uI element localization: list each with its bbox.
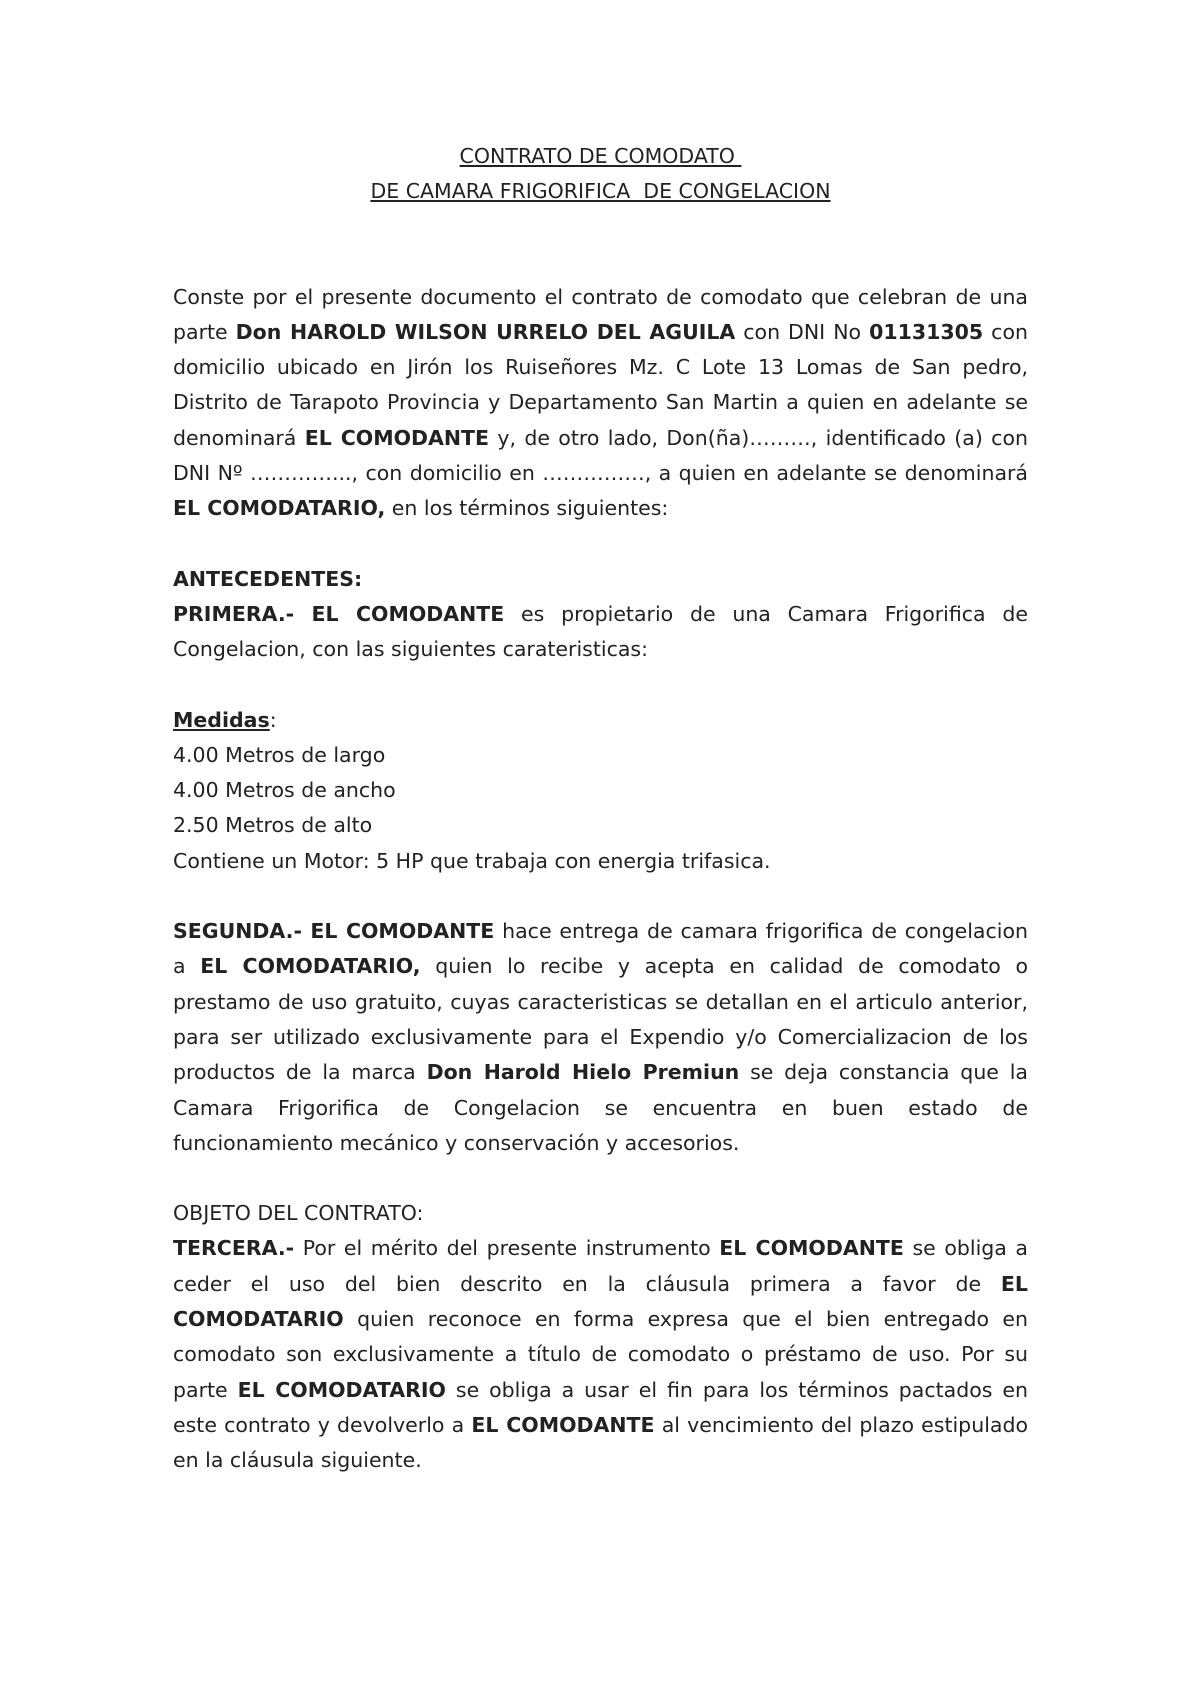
primera-text: es propietario de una Camara Frigorifica de Congelacion, con las siguientes carateristicas: [173,601,1028,662]
motor-spec: Contiene un Motor: 5 HP que trabaja con energia trifasica. [173,848,771,873]
medida-ancho: 4.00 Metros de ancho [173,778,396,803]
intro-text-5: en los términos siguientes: [385,496,669,521]
segunda-clause: SEGUNDA.- EL COMODANTE hace entrega de camara frigorifica de congelacion a EL COMODATARIO, quien lo recibe y acepta en calidad de comodato o prestamo de uso gratuito, cuyas caracteristicas se detallan en el articulo anterior, para ser utilizado exclusivamente para el Expendio y/o Comercializacion de los productos de la marca Don Harold Hielo Premiun se deja constancia que la Camara Frigorifica de Congelacion se encuentra en buen estado de funcionamiento mecánico y conservación y accesorios. [173,919,1028,1155]
primera-clause [173,597,1028,668]
title-line-2: DE CAMARA FRIGORIFICA DE CONGELACION [370,179,831,204]
brand-name: Don Harold Hielo Premiun [426,1060,740,1085]
comodante-name: Don HAROLD WILSON URRELO DEL AGUILA [235,319,736,344]
document-body [173,139,1028,1479]
tercera-label: TERCERA.- [173,1236,295,1261]
intro-text-4: y, de otro lado, Don(ña)………, identificado (a) con DNI Nº …………..., con domicilio en ……………, a quien en adelante se denominará [173,425,1028,486]
intro-text-1: Conste por el presente documento el contrato de comodato que celebran de una parte [173,284,1028,344]
segunda-label: SEGUNDA.- EL COMODANTE [173,919,495,944]
primera-label: PRIMERA.- EL COMODANTE [173,601,505,626]
intro-text-2: con DNI No [735,319,870,344]
antecedentes-heading: ANTECEDENTES: [173,566,363,591]
title-line-1: CONTRATO DE COMODATO [459,144,742,168]
tercera-clause: TERCERA.- Por el mérito del presente instrumento EL COMODANTE se obliga a ceder el uso del bien descrito en la cláusula primera a favor de EL COMODATARIO quien reconoce en forma expresa que el bien entregado en comodato son exclusivamente a título de comodato o préstamo de uso. Por su parte EL COMODATARIO se obliga a usar el fin para los términos pactados en este contrato y devolverlo a EL COMODANTE al vencimiento del plazo estipulado en la cláusula siguiente. [173,1236,1029,1473]
intro-text-3: con domicilio ubicado en Jirón los Ruiseñores Mz. C Lote 13 Lomas de San pedro, Distrito de Tarapoto Provincia y Departamento San Martin a quien en adelante se denominará [173,319,1028,450]
objeto-heading: OBJETO DEL CONTRATO: [173,1201,424,1226]
el-comodatario-term: EL COMODATARIO, [173,496,386,521]
medida-alto: 2.50 Metros de alto [173,813,373,838]
comodante-dni: 01131305 [869,319,984,344]
medida-largo: 4.00 Metros de largo [173,742,386,767]
el-comodante-term: EL COMODANTE [304,425,490,450]
medidas-heading: Medidas: [173,707,277,732]
intro-paragraph [173,280,1028,527]
